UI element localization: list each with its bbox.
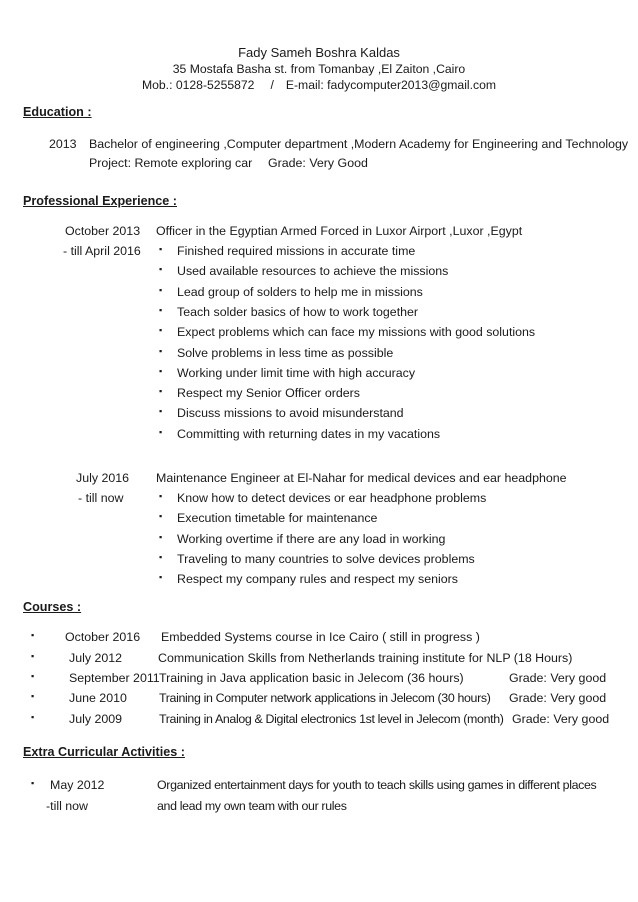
course-date: July 2012 [69,651,123,665]
activities-heading: Extra Curricular Activities : [23,745,185,759]
course-date: July 2009 [69,712,123,726]
bullet-icon: ▪ [159,406,163,416]
bullet-icon: ▪ [159,532,163,542]
bullet-icon: ▪ [159,285,163,295]
job-2-date-from: July 2016 [76,471,130,485]
bullet-icon: ▪ [159,511,163,521]
bullet-icon: ▪ [159,346,163,356]
bullet-icon: ▪ [31,651,35,661]
bullet-icon: ▪ [31,630,35,640]
experience-heading: Professional Experience : [23,194,177,208]
bullet-icon: ▪ [159,325,163,335]
resume-contact [0,78,638,92]
bullet-icon: ▪ [31,778,35,788]
job-1-date-to: - till April 2016 [63,244,141,258]
education-degree: Bachelor of engineering ,Computer department ,Modern Academy for Engineering and Technology [89,137,629,151]
email-address: E-mail: fadycomputer2013@gmail.com [285,78,497,92]
course-date: September 2011 [69,671,160,685]
bullet-icon: ▪ [159,386,163,396]
bullet-icon: ▪ [159,491,163,501]
job-1-title: Officer in the Egyptian Armed Forced in Luxor Airport ,Luxor ,Egypt [156,224,523,238]
courses-heading: Courses : [23,600,82,614]
activity-date-to: -till now [46,799,88,813]
education-grade: Grade: Very Good [268,156,368,170]
job-2-date-to: - till now [78,491,124,505]
resume-address: 35 Mostafa Basha st. from Tomanbay ,El Zaiton ,Cairo [172,62,466,76]
activity-desc: Organized entertainment days for youth to teach skills using games in different places [157,778,597,792]
education-heading: Education : [23,105,92,119]
job-2-title: Maintenance Engineer at El-Nahar for medical devices and ear headphone [156,471,567,485]
job-1-date-from: October 2013 [65,224,141,238]
contact-separator: / [270,78,274,92]
course-desc: Embedded Systems course in Ice Cairo ( still in progress ) [161,630,480,644]
bullet-icon: ▪ [31,712,35,722]
bullet-icon: ▪ [159,552,163,562]
course-desc: Communication Skills from Netherlands training institute for NLP (18 Hours) [158,651,573,665]
course-grade: Grade: Very good [509,671,607,685]
bullet-icon: ▪ [31,671,35,681]
bullet-icon: ▪ [159,427,163,437]
course-desc: Training in Computer network applications in Jelecom (30 hours) [159,691,491,705]
mobile-number: Mob.: 0128-5255872 [141,78,255,92]
education-project: Project: Remote exploring car [89,156,253,170]
bullet-icon: ▪ [159,264,163,274]
resume-name: Fady Sameh Boshra Kaldas [238,45,400,60]
course-grade: Grade: Very good [512,712,610,726]
course-desc: Training in Java application basic in Jelecom (36 hours) [159,671,464,685]
course-date: October 2016 [65,630,141,644]
bullet-icon: ▪ [159,244,163,254]
activity-date-from: May 2012 [50,778,105,792]
bullet-icon: ▪ [159,305,163,315]
course-desc: Training in Analog & Digital electronics 1st level in Jelecom (month) [159,712,504,726]
course-date: June 2010 [69,691,127,705]
bullet-icon: ▪ [159,572,163,582]
activity-desc-cont: and lead my own team with our rules [157,799,347,813]
bullet-icon: ▪ [159,366,163,376]
education-year: 2013 [49,137,77,151]
course-grade: Grade: Very good [509,691,607,705]
bullet-icon: ▪ [31,691,35,701]
